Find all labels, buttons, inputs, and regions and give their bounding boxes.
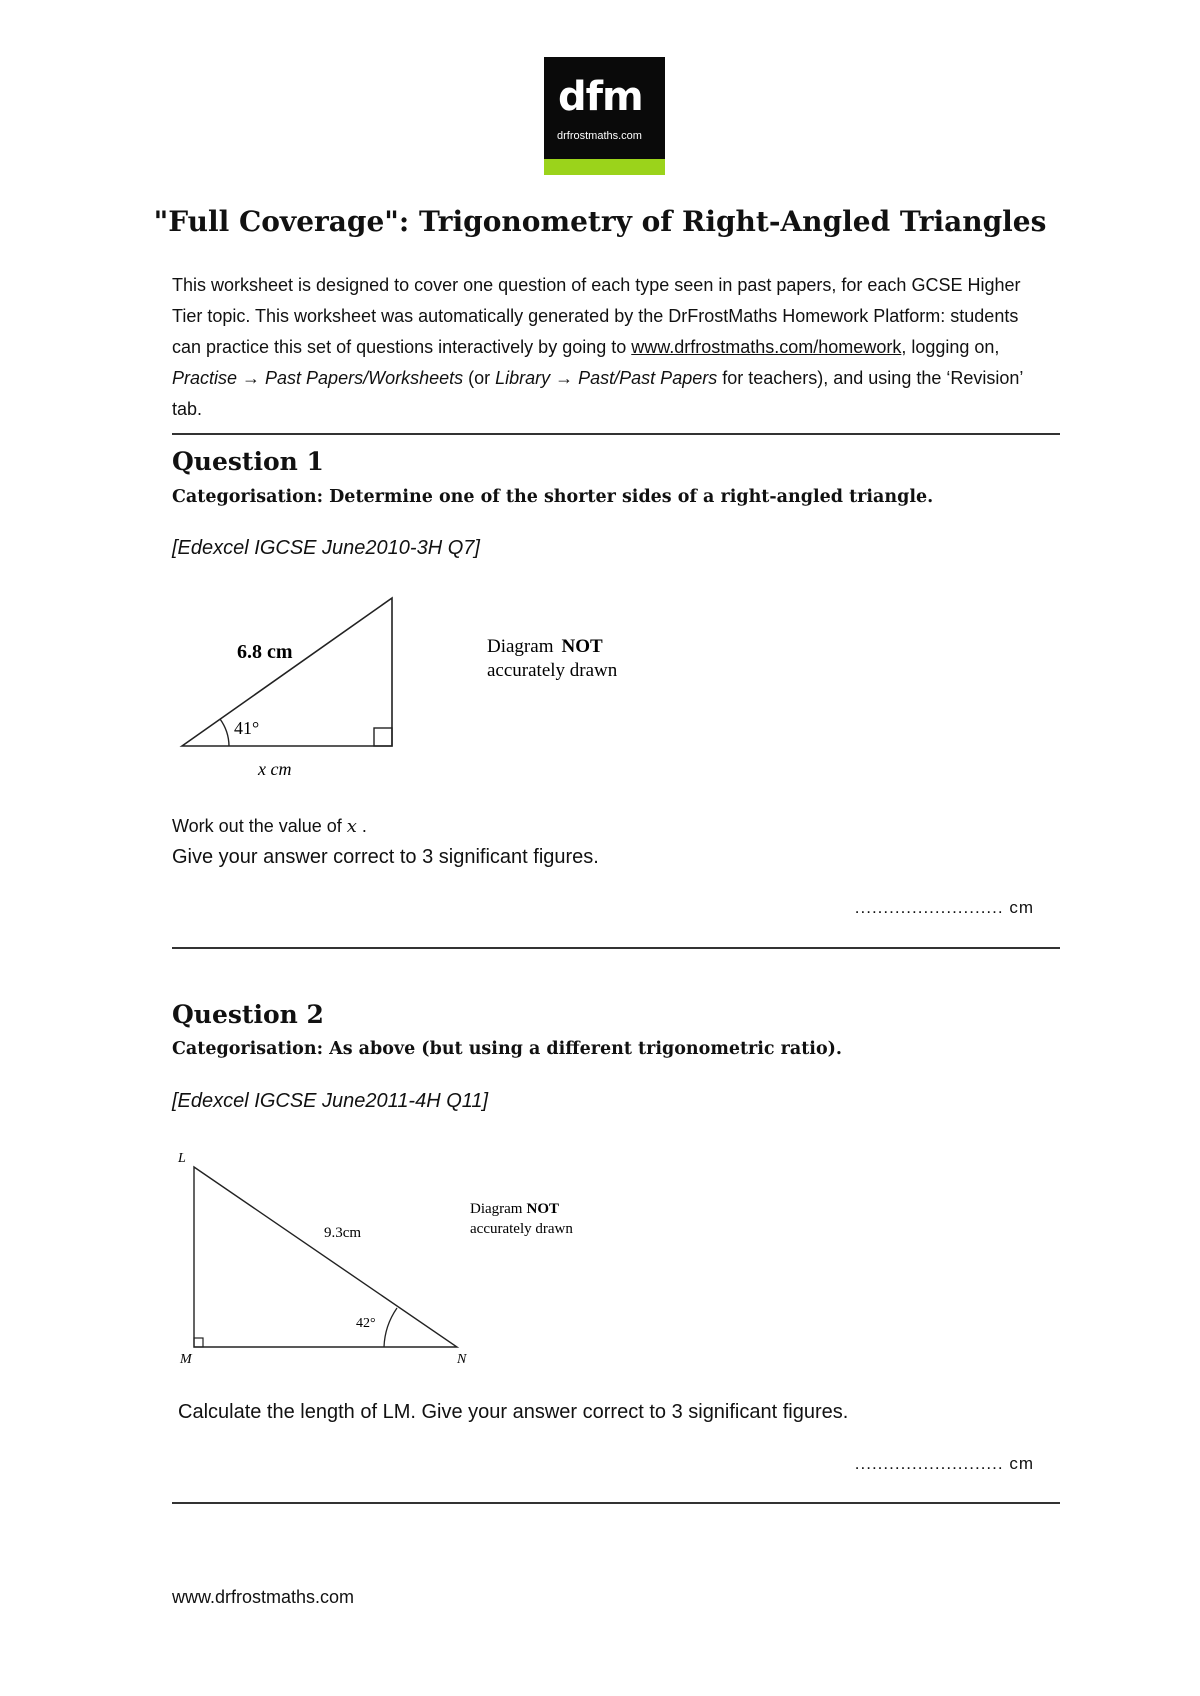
divider-q2 <box>172 1502 1060 1504</box>
intro-nav-library: Library → Past/Past Papers <box>495 368 718 388</box>
intro-text-3: (or <box>463 368 496 388</box>
q2-angle-label: 42° <box>356 1316 376 1331</box>
q1-triangle-diagram <box>172 590 652 790</box>
q2-triangle-diagram <box>172 1145 612 1375</box>
homework-link[interactable]: www.drfrostmaths.com/homework <box>631 337 902 357</box>
q1-heading: Question 1 <box>172 447 324 476</box>
q1-answer-dots: .......................... <box>854 898 1004 917</box>
q1-base-label: x cm <box>258 759 292 779</box>
q2-reference: [Edexcel IGCSE June2011-4H Q11] <box>172 1090 489 1112</box>
footer-url: www.drfrostmaths.com <box>172 1587 355 1607</box>
logo-site: drfrostmaths.com <box>557 130 642 142</box>
q1-note-not: NOT <box>561 636 603 657</box>
q2-note-line2: accurately drawn <box>470 1221 573 1237</box>
q1-instruction-suffix: . <box>356 816 367 836</box>
q1-reference: [Edexcel IGCSE June2010-3H Q7] <box>172 537 480 559</box>
q1-categorisation: Categorisation: Determine one of the shorter sides of a right-angled triangle. <box>172 487 934 507</box>
q1-angle-arc <box>220 719 229 746</box>
logo-mark: dfm <box>558 74 643 120</box>
intro-paragraph <box>172 270 1052 425</box>
q1-answer-unit: cm <box>1009 898 1034 917</box>
divider-intro <box>172 433 1060 435</box>
intro-text-1: This worksheet is designed to cover one question of each type seen in past papers, for each GCSE Higher Tier topic. This worksheet was automatically generated by the DrFrostMaths Homework Platform: students can practice this set of questions interactively by going to <box>172 275 1021 357</box>
q2-vertex-N: N <box>457 1352 467 1367</box>
q1-note-line2: accurately drawn <box>487 660 618 681</box>
q2-answer-unit: cm <box>1009 1454 1034 1473</box>
q2-hypotenuse-label: 9.3cm <box>324 1225 362 1241</box>
q1-instruction-2: Give your answer correct to 3 significant figures. <box>172 846 599 868</box>
q2-note-not: NOT <box>526 1201 559 1217</box>
q2-vertex-M: M <box>180 1352 192 1367</box>
q1-answer-line <box>855 898 1034 918</box>
q2-triangle <box>194 1167 457 1347</box>
q1-angle-label: 41° <box>234 718 260 738</box>
q2-answer-dots: .......................... <box>854 1454 1004 1473</box>
q2-heading: Question 2 <box>172 1000 324 1029</box>
intro-text-2: , logging on, <box>901 337 1000 357</box>
logo-green-bar <box>544 159 665 175</box>
q2-categorisation: Categorisation: As above (but using a different trigonometric ratio). <box>172 1039 842 1059</box>
divider-q1 <box>172 947 1060 949</box>
q1-diagram-note <box>487 636 603 657</box>
q1-instruction <box>172 816 367 837</box>
q1-instruction-prefix: Work out the value of <box>172 816 347 836</box>
q2-diagram-note <box>470 1201 559 1217</box>
q2-angle-arc <box>384 1308 397 1347</box>
q1-instruction-variable: x <box>346 816 357 837</box>
q1-note-word: Diagram <box>487 636 554 657</box>
intro-nav-practise: Practise → Past Papers/Worksheets <box>172 368 464 388</box>
q2-instruction: Calculate the length of LM. Give your answer correct to 3 significant figures. <box>178 1401 849 1423</box>
q1-right-angle-marker <box>374 728 392 746</box>
q2-answer-line <box>855 1454 1034 1474</box>
q2-note-word: Diagram <box>470 1201 523 1217</box>
q2-right-angle-marker <box>194 1338 203 1347</box>
q1-triangle <box>182 598 392 746</box>
q1-hypotenuse-label: 6.8 cm <box>237 641 293 663</box>
q2-vertex-L: L <box>178 1151 186 1166</box>
intro-text-4: for teachers), and using the ‘Revision’ tab. <box>172 368 1023 419</box>
dfm-logo <box>544 57 665 175</box>
page-title: "Full Coverage": Trigonometry of Right-Angled Triangles <box>153 205 1047 238</box>
